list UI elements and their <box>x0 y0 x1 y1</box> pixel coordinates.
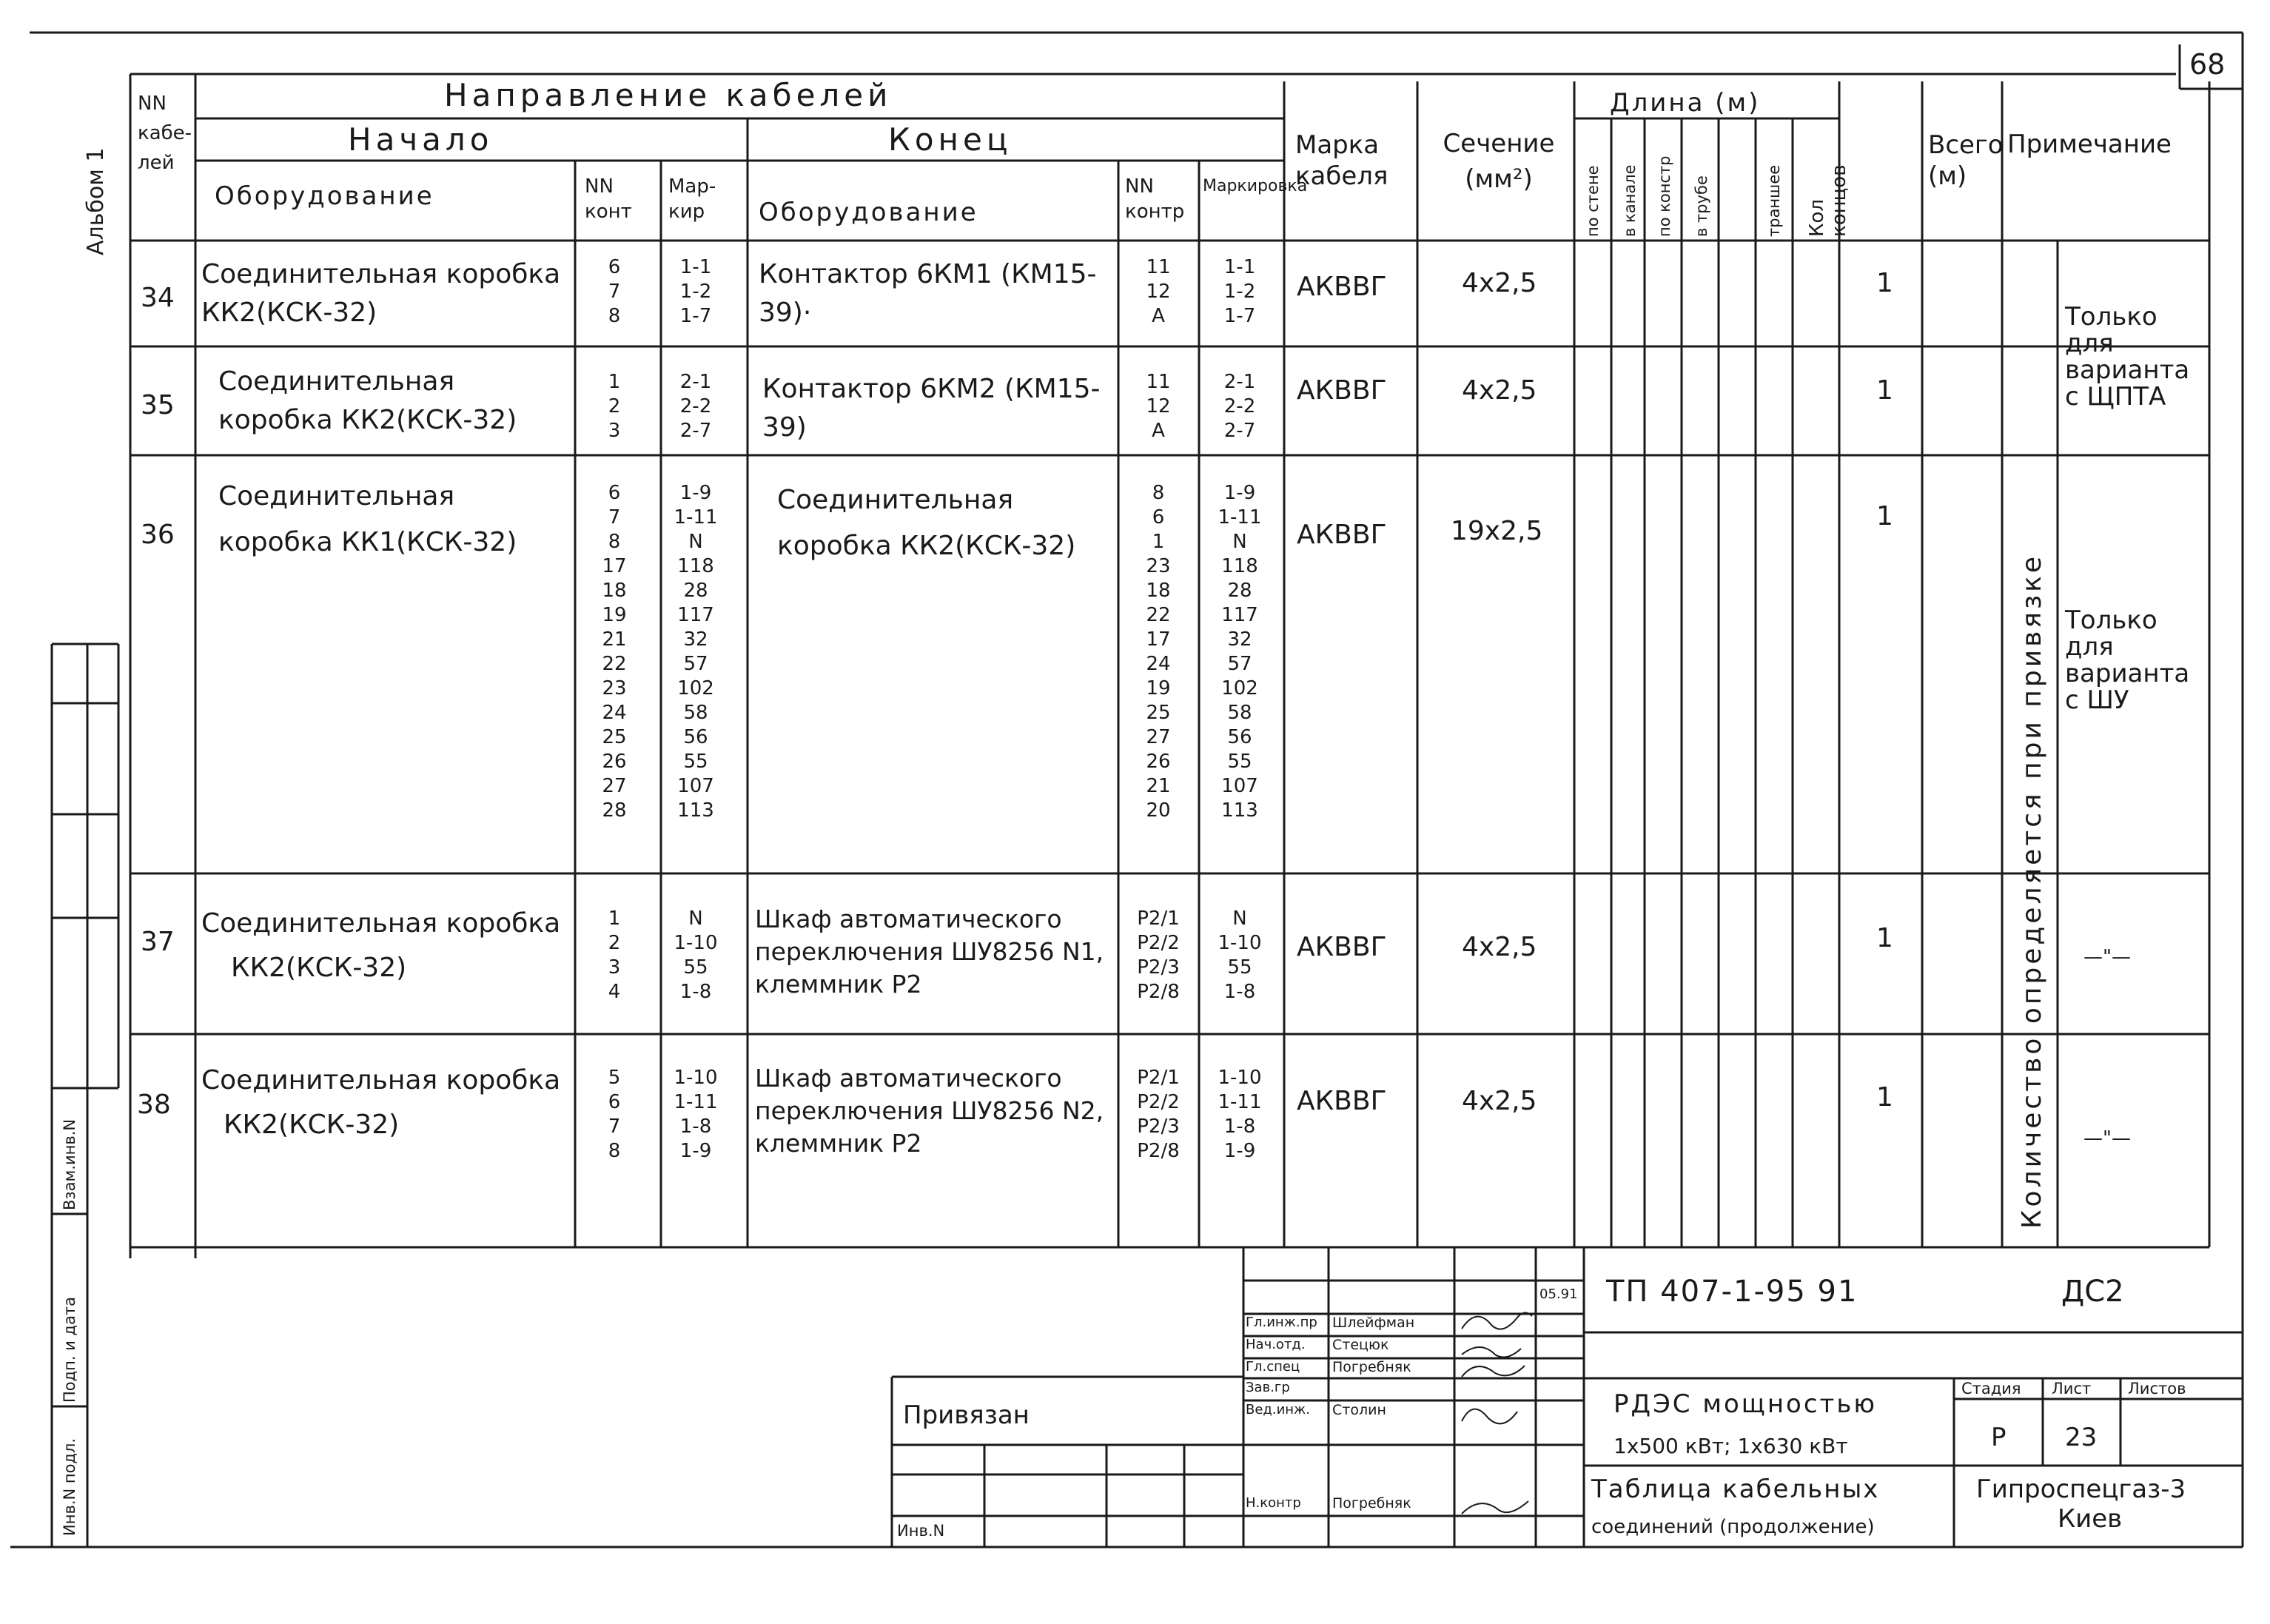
row-36-start-equipment: Соединительная коробка КК1(КСК-32) <box>218 481 517 557</box>
row-37-end-equipment: Шкаф автоматического переключения ШУ8256 N1, клеммник Р2 <box>755 905 1104 999</box>
row-34-cable: АКВВГ <box>1297 272 1387 302</box>
header-total: Всего (м) <box>1928 130 2004 191</box>
side-inv-podl: Инв.N подл. <box>61 1437 78 1536</box>
header-len-wall: по стене <box>1584 165 1602 237</box>
header-note: Примечание <box>2007 130 2172 159</box>
row-37-start-mark: N 1-10 55 1-8 <box>674 907 718 1003</box>
row-36-end-equipment: Соединительная коробка КК2(КСК-32) <box>777 485 1076 561</box>
header-markirovka: Маркировка <box>1203 177 1308 195</box>
note-ditto-37: —"— <box>2083 946 2131 968</box>
row-34-start-mark: 1-1 1-2 1-7 <box>679 256 712 327</box>
stamp-mark: ДС2 <box>2061 1275 2124 1309</box>
stamp-name-1: Стецюк <box>1332 1337 1389 1353</box>
header-len-trench: траншее <box>1765 164 1783 237</box>
row-36-section: 19х2,5 <box>1451 516 1543 546</box>
header-markir: Мар-кир <box>668 175 716 223</box>
row-38-section: 4х2,5 <box>1462 1086 1537 1116</box>
stamp-title2: 1х500 кВт; 1х630 кВт <box>1613 1434 1848 1458</box>
header-len-channel: в канале <box>1621 164 1639 237</box>
note-shu: Только для варианта с ШУ <box>2065 605 2190 715</box>
row-35-start-mark: 2-1 2-2 2-7 <box>679 371 712 442</box>
stamp-name-2: Погребняк <box>1332 1359 1411 1375</box>
row-34-end-equipment: Контактор 6КМ1 (КМ15-39)· <box>759 259 1097 328</box>
header-cable-mark: Марка кабеля <box>1295 130 1388 191</box>
stamp-privyazan: Привязан <box>903 1400 1030 1430</box>
row-37-end-mark: N 1-10 55 1-8 <box>1218 907 1262 1003</box>
note-ditto-38: —"— <box>2083 1127 2131 1150</box>
row-34-num: 34 <box>141 283 175 313</box>
header-ends-count: Кол концов <box>1806 164 1850 237</box>
stamp-doc1: Таблица кабельных <box>1591 1474 1880 1504</box>
stamp-org1: Гипроспецгаз-3 <box>1976 1474 2186 1504</box>
row-36-cable: АКВВГ <box>1297 520 1387 550</box>
note-vertical: Количество определяется при привязке <box>2017 553 2047 1229</box>
row-35-end-equipment: Контактор 6КМ2 (КМ15-39) <box>762 374 1101 443</box>
header-direction: Направление кабелей <box>444 77 893 113</box>
stamp-name-5: Погребняк <box>1332 1495 1411 1511</box>
row-36-num: 36 <box>141 520 175 550</box>
row-38-ends: 1 <box>1876 1082 1893 1113</box>
row-38-start-mark: 1-10 1-11 1-8 1-9 <box>674 1067 718 1162</box>
stamp-sheets-label: Листов <box>2128 1380 2186 1397</box>
stamp-title1: РДЭС мощностью <box>1613 1389 1878 1419</box>
row-37-start-equipment: Соединительная коробка КК2(КСК-32) <box>201 908 561 983</box>
row-36-end-kont: 8 6 1 23 18 22 17 24 19 25 27 26 21 20 <box>1146 482 1171 822</box>
stamp-sheet: 23 <box>2065 1423 2098 1452</box>
header-nn-kontr: NN контр <box>1125 175 1185 223</box>
row-37-num: 37 <box>141 927 175 957</box>
row-36-start-kont: 6 7 8 17 18 19 21 22 23 24 25 26 27 28 <box>602 482 627 822</box>
side-podp-data: Подп. и дата <box>61 1296 78 1403</box>
row-38-end-kont: Р2/1 Р2/2 Р2/3 Р2/8 <box>1137 1067 1180 1162</box>
stamp-code: ТП 407-1-95 91 <box>1606 1275 1858 1309</box>
stamp-role-5: Н.контр <box>1246 1495 1301 1511</box>
note-shpta: Только для варианта с ЩПТА <box>2065 302 2190 412</box>
row-37-cable: АКВВГ <box>1297 932 1387 962</box>
row-38-start-kont: 5 6 7 8 <box>608 1067 621 1162</box>
row-36-end-mark: 1-9 1-11 N 118 28 117 32 57 102 58 56 55 107 113 <box>1218 482 1262 822</box>
header-end: Конец <box>888 121 1013 158</box>
row-34-end-kont: 11 12 A <box>1146 256 1171 327</box>
header-length: Длина (м) <box>1610 88 1761 118</box>
row-34-ends: 1 <box>1876 268 1893 298</box>
row-34-end-mark: 1-1 1-2 1-7 <box>1223 256 1256 327</box>
stamp-date: 05.91 <box>1539 1286 1578 1302</box>
row-37-ends: 1 <box>1876 923 1893 953</box>
stamp-doc2: соединений (продолжение) <box>1591 1516 1875 1538</box>
stamp-inv: Инв.N <box>897 1522 945 1540</box>
row-35-ends: 1 <box>1876 375 1893 406</box>
stamp-name-4: Столин <box>1332 1402 1386 1418</box>
stamp-role-3: Зав.гр <box>1246 1380 1290 1395</box>
row-35-num: 35 <box>141 390 175 420</box>
row-36-ends: 1 <box>1876 501 1893 531</box>
stamp-stage-label: Стадия <box>1961 1380 2021 1397</box>
row-37-section: 4х2,5 <box>1462 932 1537 962</box>
row-35-end-mark: 2-1 2-2 2-7 <box>1223 371 1256 442</box>
row-35-cable: АКВВГ <box>1297 375 1387 406</box>
row-34-start-equipment: Соединительная коробка КК2(КСК-32) <box>201 259 561 328</box>
row-35-end-kont: 11 12 A <box>1146 371 1171 442</box>
row-38-end-mark: 1-10 1-11 1-8 1-9 <box>1218 1067 1262 1162</box>
row-34-start-kont: 6 7 8 <box>608 256 621 327</box>
stamp-stage: Р <box>1991 1423 2007 1452</box>
stamp-role-4: Вед.инж. <box>1246 1402 1310 1417</box>
header-start-equipment: Оборудование <box>215 181 434 211</box>
header-len-constr: по констр <box>1656 155 1673 237</box>
row-37-end-kont: Р2/1 Р2/2 Р2/3 Р2/8 <box>1137 907 1180 1003</box>
stamp-role-0: Гл.инж.пр <box>1246 1315 1317 1330</box>
header-len-pipe: в трубе <box>1693 175 1710 237</box>
header-num: NN кабе-лей <box>138 93 192 174</box>
row-37-start-kont: 1 2 3 4 <box>608 907 621 1003</box>
stamp-sheet-label: Лист <box>2052 1380 2092 1397</box>
row-38-start-equipment: Соединительная коробка КК2(КСК-32) <box>201 1065 561 1140</box>
stamp-role-2: Гл.спец <box>1246 1359 1300 1375</box>
row-34-section: 4х2,5 <box>1462 268 1537 298</box>
row-38-num: 38 <box>137 1090 171 1120</box>
side-vzam-inv: Взам.инв.N <box>61 1118 78 1210</box>
row-35-section: 4х2,5 <box>1462 375 1537 406</box>
row-38-cable: АКВВГ <box>1297 1086 1387 1116</box>
stamp-name-0: Шлейфман <box>1332 1315 1415 1331</box>
stamp-org2: Киев <box>2058 1504 2123 1534</box>
header-section: Сечение (мм²) <box>1443 129 1555 194</box>
row-35-start-kont: 1 2 3 <box>608 371 621 442</box>
stamp-role-1: Нач.отд. <box>1246 1337 1306 1352</box>
header-nn-kont: NN конт <box>585 175 632 223</box>
sheet-number: 68 <box>2189 48 2226 81</box>
header-end-equipment: Оборудование <box>759 198 978 227</box>
row-38-end-equipment: Шкаф автоматического переключения ШУ8256 N2, клеммник Р2 <box>755 1064 1104 1158</box>
row-35-start-equipment: Соединительная коробка КК2(КСК-32) <box>218 366 517 435</box>
row-36-start-mark: 1-9 1-11 N 118 28 117 32 57 102 58 56 55 107 113 <box>674 482 718 822</box>
header-start: Начало <box>348 121 494 158</box>
album-label: Альбом 1 <box>83 147 109 255</box>
